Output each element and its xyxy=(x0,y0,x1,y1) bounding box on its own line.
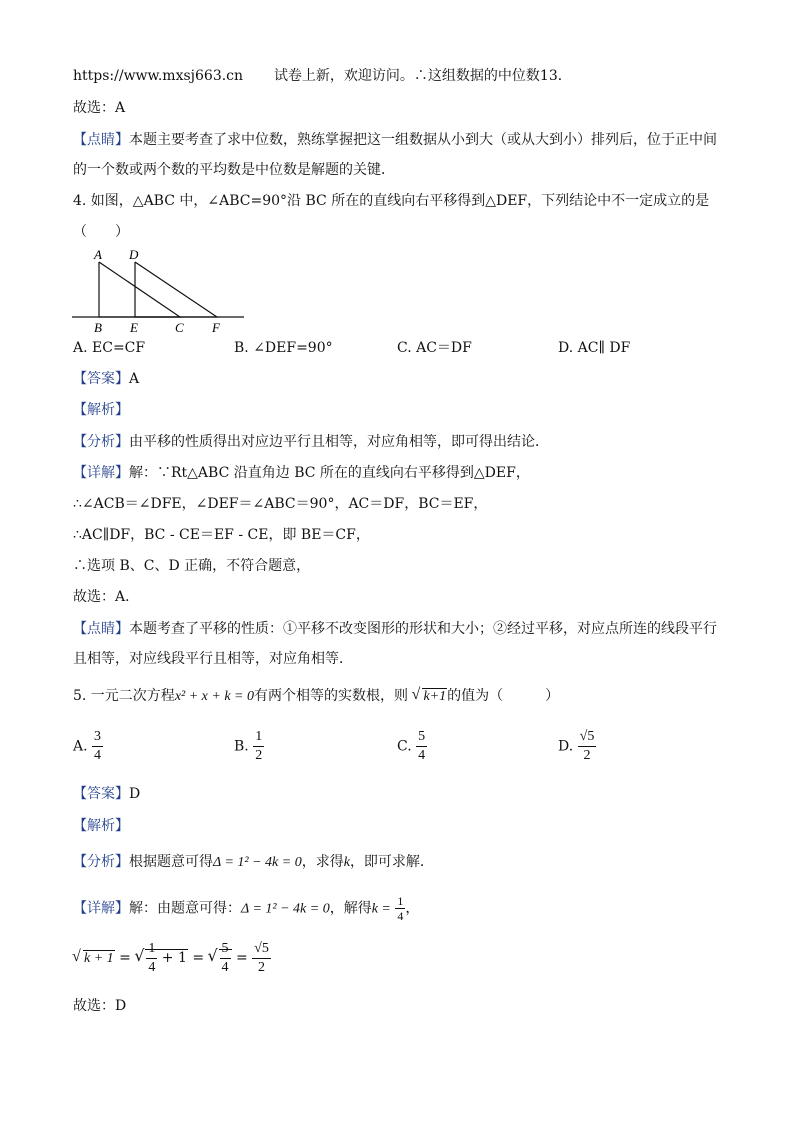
q5-calc-step1-radical xyxy=(135,938,188,978)
q5-answer-line xyxy=(73,784,140,804)
q5-stem-equation: x² + x + k = 0 xyxy=(174,689,254,704)
q5-option-a-num: 3 xyxy=(92,728,103,747)
q5-fenxi-b: ，求得 xyxy=(301,854,344,870)
label-A: A xyxy=(94,247,102,262)
q5-calc-step2-radical xyxy=(209,938,232,978)
q5-fenxi-equation: Δ = 1² − 4k = 0 xyxy=(213,855,302,870)
label-F: F xyxy=(212,320,220,335)
q5-option-d-letter: D. xyxy=(558,738,574,755)
q5-stem-suffix: 的值为（ ） xyxy=(447,688,560,704)
triangle-abc xyxy=(99,262,180,317)
q4-detail-line-3: ∴AC∥DF，BC - CE＝EF - CE，即 BE＝CF， xyxy=(73,527,370,543)
q5-option-b xyxy=(234,728,264,765)
q5-option-b-den: 2 xyxy=(255,748,263,763)
q5-detail-k-fraction xyxy=(395,894,405,923)
q4-stem-2: （ ） xyxy=(73,224,129,240)
label-C: C xyxy=(175,320,184,335)
fenxi-tag: 【分析】 xyxy=(73,854,129,870)
comment-tag: 【点睛】 xyxy=(73,132,129,148)
q5-detail-k-num: 1 xyxy=(397,894,404,908)
q5-option-b-num: 1 xyxy=(253,728,264,747)
q5-detail-equation: Δ = 1² − 4k = 0 xyxy=(241,901,330,917)
q5-fenxi-k: k xyxy=(343,855,350,870)
q3-comment-line-1 xyxy=(73,130,717,150)
q5-stem-radical xyxy=(412,687,447,707)
q5-calc-step2-num: √ 5 xyxy=(220,940,231,959)
q5-option-a xyxy=(73,728,103,765)
header-notice: 试卷上新，欢迎访问。∴这组数据的中位数13． xyxy=(273,68,572,84)
q5-choose: 故选：D xyxy=(73,998,127,1014)
label-D: D xyxy=(129,247,139,262)
q5-option-a-den: 4 xyxy=(94,748,102,763)
q4-detail-1: 解：∵Rt△ABC 沿直角边 BC 所在的直线向右平移得到△DEF， xyxy=(129,465,530,481)
q5-detail-c: ， xyxy=(405,900,420,917)
q5-option-b-fraction xyxy=(253,728,264,765)
fenxi-tag: 【分析】 xyxy=(73,434,129,450)
q4-answer-line xyxy=(73,369,139,389)
q3-comment-text-1: 本题主要考查了求中位数，熟练掌握把这一组数据从小到大（或从大到小）排列后，位于正中间 xyxy=(129,132,717,148)
q5-option-a-letter: A. xyxy=(73,738,88,755)
analysis-tag: 【解析】 xyxy=(73,818,129,834)
q4-figure xyxy=(68,246,268,336)
q5-analysis-tag xyxy=(73,816,129,836)
q4-option-a: A. EC=CF xyxy=(73,340,146,356)
q5-fenxi-a: 根据题意可得 xyxy=(129,854,213,870)
q4-option-d: D. AC∥ DF xyxy=(558,340,631,356)
q5-option-b-letter: B. xyxy=(234,738,249,755)
q5-calc-lhs: k + 1 xyxy=(84,951,114,966)
q5-option-d xyxy=(558,728,596,765)
q5-calc-step2-den: 4 xyxy=(221,959,229,975)
detail-tag: 【详解】 xyxy=(73,465,129,481)
detail-tag: 【详解】 xyxy=(73,900,129,917)
q5-answer: D xyxy=(129,786,141,802)
comment-tag: 【点睛】 xyxy=(73,621,129,637)
q5-calc-step3-num: √5 xyxy=(252,940,271,959)
answer-tag: 【答案】 xyxy=(73,786,129,802)
q5-option-c-num: 5 xyxy=(416,728,427,747)
q4-fenxi: 由平移的性质得出对应边平行且相等，对应角相等，即可得出结论． xyxy=(129,434,549,450)
q5-option-d-den: 2 xyxy=(583,748,591,763)
q4-detail-line-2: ∴∠ACB＝∠DFE，∠DEF＝∠ABC＝90°，AC＝DF，BC＝EF， xyxy=(73,496,488,512)
header-line xyxy=(73,66,572,86)
q5-option-a-fraction xyxy=(92,728,103,765)
q4-fenxi-line xyxy=(73,432,549,452)
q5-option-c-den: 4 xyxy=(418,748,426,763)
q5-calc-lhs-radical xyxy=(73,939,115,979)
q5-fenxi-c: ，即可求解． xyxy=(349,854,434,870)
q5-calc-eq-3: = xyxy=(235,950,248,966)
q5-option-d-num: √5 xyxy=(578,728,597,747)
q4-comment-text-1: 本题考查了平移的性质：①平移不改变图形的形状和大小；②经过平移，对应点所连的线段平行 xyxy=(129,621,717,637)
q4-choose: 故选：A． xyxy=(73,589,140,605)
q5-detail-a: 解：由题意可得： xyxy=(129,900,241,917)
q4-option-b: B. ∠DEF=90° xyxy=(234,340,333,356)
q5-calc-step1-num: √ 1 xyxy=(146,940,157,959)
q5-stem-mid: 有两个相等的实数根，则 xyxy=(254,688,408,704)
analysis-tag: 【解析】 xyxy=(73,402,129,418)
q3-comment-line-2: 的一个数或两个数的平均数是中位数是解题的关键． xyxy=(73,162,395,178)
q4-stem-1: 4. 如图，△ABC 中，∠ABC=90°沿 BC 所在的直线向右平移得到△DEF，下列结论中不一定成立的是 xyxy=(73,193,710,209)
q5-calc-step3-den: 2 xyxy=(257,959,265,975)
q5-calc-eq-1: = xyxy=(119,950,131,966)
q5-calc-eq-2: = xyxy=(192,950,205,966)
q5-detail-line xyxy=(73,894,419,923)
q5-calc-step1-radicand xyxy=(145,940,188,975)
q5-option-c xyxy=(397,728,427,765)
q4-answer: A xyxy=(129,371,140,387)
q5-stem-prefix: 5. 一元二次方程 xyxy=(73,688,175,704)
q5-detail-k-den: 4 xyxy=(397,909,404,923)
q5-calc-step3-fraction xyxy=(252,940,271,977)
triangle-def xyxy=(135,262,217,317)
answer-tag: 【答案】 xyxy=(73,371,129,387)
q4-option-c: C. AC＝DF xyxy=(397,340,472,356)
q5-detail-k: k = xyxy=(371,901,391,917)
q5-detail-b: ，解得 xyxy=(329,900,372,917)
q5-calc-step2-radicand xyxy=(219,940,232,975)
label-B: B xyxy=(94,320,102,335)
q3-answer-line: 故选：A xyxy=(73,100,126,116)
q5-option-c-fraction xyxy=(416,728,427,765)
q4-comment-line-2: 且相等，对应线段平行且相等，对应角相等． xyxy=(73,651,353,667)
q5-fenxi-line xyxy=(73,852,434,873)
q5-calc-step1-fraction xyxy=(146,940,157,977)
header-url[interactable]: https://www.mxsj663.cn xyxy=(73,68,244,84)
q5-stem-radicand: k+1 xyxy=(423,689,447,704)
q5-option-d-fraction xyxy=(578,728,597,765)
q4-detail-line-1 xyxy=(73,463,530,483)
q4-analysis-tag xyxy=(73,400,129,420)
q4-comment-line-1 xyxy=(73,619,717,639)
q4-detail-line-4: ∴选项 B、C、D 正确，不符合题意， xyxy=(73,558,311,574)
q5-option-c-letter: C. xyxy=(397,738,412,755)
q5-calc-line xyxy=(73,938,271,979)
q5-calc-step1-den: 4 xyxy=(148,959,156,975)
q5-stem xyxy=(73,686,559,707)
label-E: E xyxy=(130,320,138,335)
q5-calc-step2-fraction xyxy=(220,940,231,977)
q5-calc-step1-plus: + 1 xyxy=(161,950,187,966)
